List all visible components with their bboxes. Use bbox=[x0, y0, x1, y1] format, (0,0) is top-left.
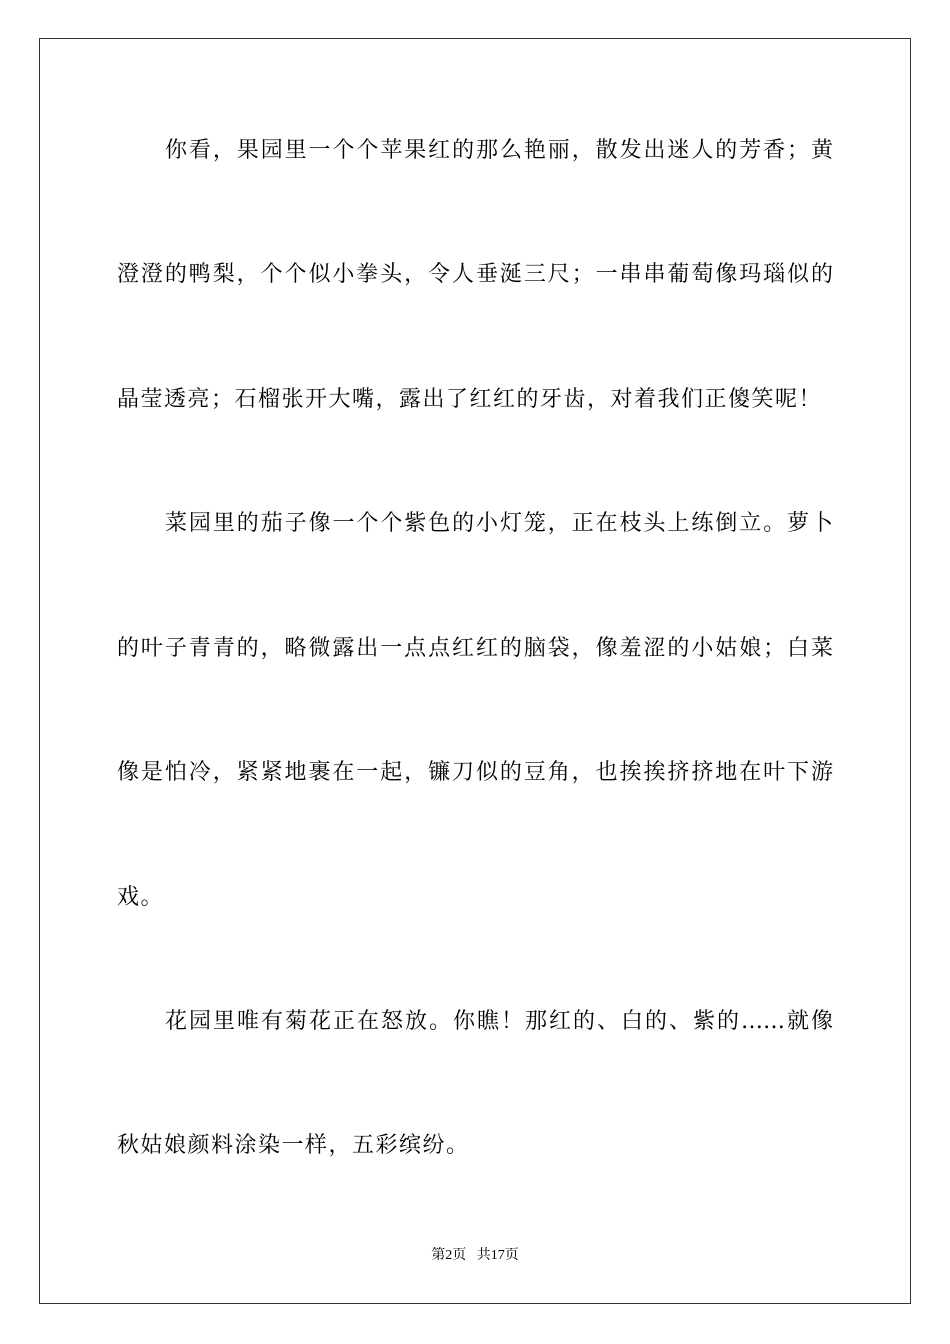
paragraph-2-line-4: 戏。 bbox=[117, 885, 165, 910]
paragraph-1-line-1: 你看，果园里一个个苹果红的那么艳丽，散发出迷人的芳香；黄 bbox=[165, 138, 833, 163]
paragraph-3-line-1: 花园里唯有菊花正在怒放。你瞧！那红的、白的、紫的……就像 bbox=[165, 1009, 833, 1034]
paragraph-2-line-2: 的叶子青青的，略微露出一点点红红的脑袋，像羞涩的小姑娘；白菜 bbox=[117, 636, 833, 661]
paragraph-3-line-2: 秋姑娘颜料涂染一样，五彩缤纷。 bbox=[117, 1133, 470, 1158]
page-number: 第2页 bbox=[431, 1248, 467, 1263]
page-footer bbox=[0, 1247, 950, 1265]
paragraph-2-line-1: 菜园里的茄子像一个个紫色的小灯笼，正在枝头上练倒立。萝卜 bbox=[165, 511, 833, 536]
paragraph-1-line-3: 晶莹透亮；石榴张开大嘴，露出了红红的牙齿，对着我们正傻笑呢！ bbox=[117, 387, 823, 412]
paragraph-2-line-3: 像是怕冷，紧紧地裹在一起，镰刀似的豆角，也挨挨挤挤地在叶下游 bbox=[117, 760, 833, 785]
page-border bbox=[39, 38, 911, 1304]
page-total: 共17页 bbox=[476, 1248, 519, 1263]
paragraph-1-line-2: 澄澄的鸭梨，个个似小拳头，令人垂涎三尺；一串串葡萄像玛瑙似的 bbox=[117, 262, 833, 287]
